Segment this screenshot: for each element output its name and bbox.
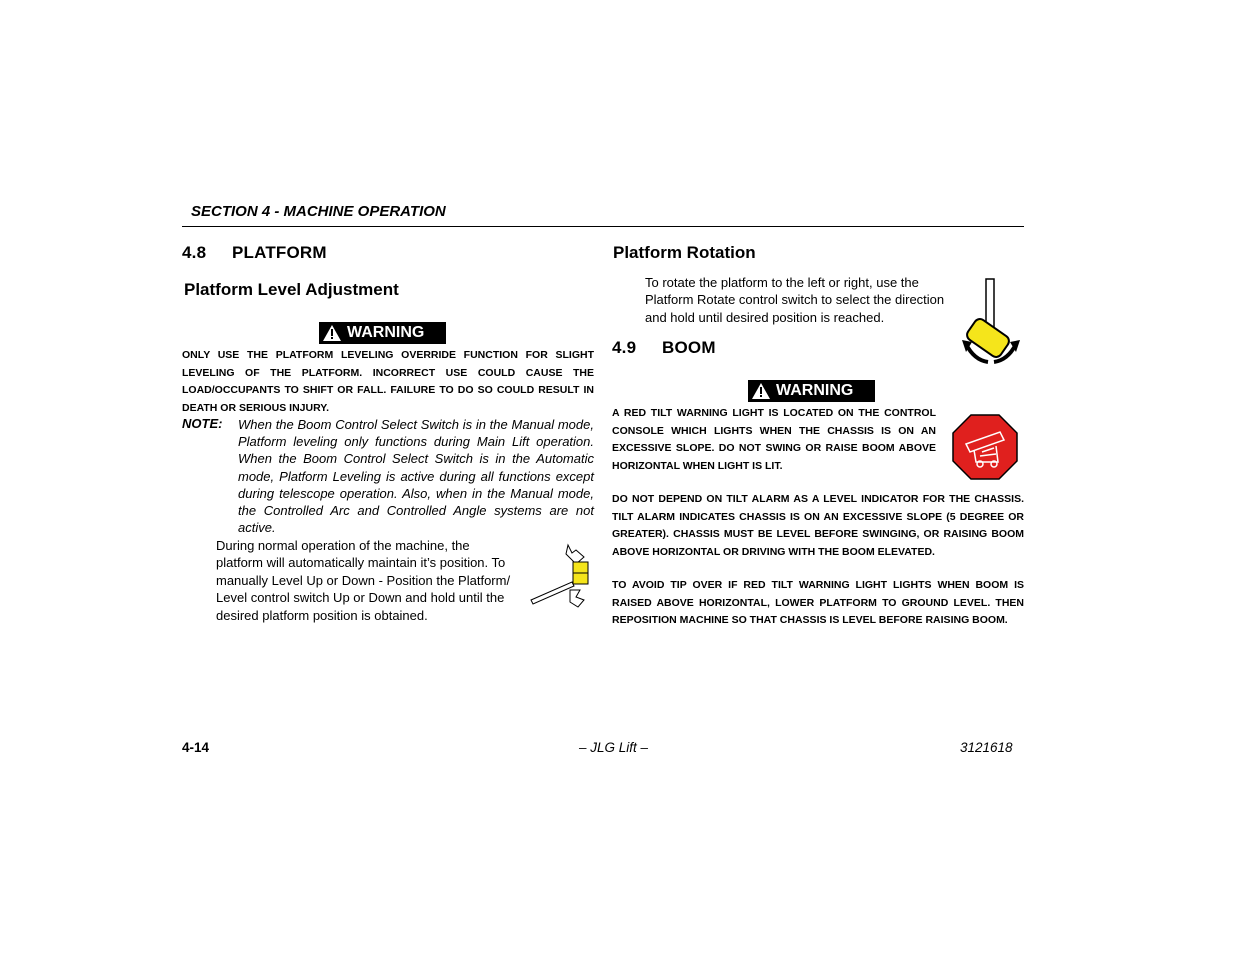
page-number: 4-14 xyxy=(182,740,210,755)
warning-triangle-icon xyxy=(752,383,770,399)
platform-level-subheading: Platform Level Adjustment xyxy=(184,280,399,299)
section-4-8-heading xyxy=(182,243,327,263)
tip-over-text: TO AVOID TIP OVER IF RED TILT WARNING LIGHT LIGHTS WHEN BOOM IS RAISED ABOVE HORIZONTAL, LOWER PLATFORM TO GROUND LEVEL. THEN REPOSITION MACHINE SO THAT CHASSIS IS LEVEL BEFORE RAISING BOOM. xyxy=(612,579,1024,626)
section-title: PLATFORM xyxy=(232,243,327,262)
rotation-text: To rotate the platform to the left or right, use the Platform Rotate control switch to select the direction and hold until desired position is reached. xyxy=(645,275,945,325)
section-number: 4.9 xyxy=(612,338,637,357)
platform-rotation-subheading: Platform Rotation xyxy=(613,243,756,262)
warning-label: WARNING xyxy=(776,382,854,399)
section-number: 4.8 xyxy=(182,243,207,262)
rotate-switch-icon xyxy=(960,276,1022,368)
warning-badge xyxy=(748,380,875,402)
tilt-alarm-text: DO NOT DEPEND ON TILT ALARM AS A LEVEL INDICATOR FOR THE CHASSIS. TILT ALARM INDICATES CHASSIS IS ON AN EXCESSIVE SLOPE (5 DEGREE OR GREATER). CHASSIS MUST BE LEVEL BEFORE SWINGING, OR RAISING BOOM ABOVE HORIZONTAL OR DRIVING WITH THE BOOM ELEVATED. xyxy=(612,493,1024,558)
warning-text: ONLY USE THE PLATFORM LEVELING OVERRIDE FUNCTION FOR SLIGHT LEVELING OF THE PLATFORM. INCORRECT USE COULD CAUSE THE LOAD/OCCUPANTS TO SHIFT OR FALL. FAILURE TO DO SO COULD RESULT IN DEATH OR SERIOUS INJURY. xyxy=(182,349,594,414)
level-switch-icon xyxy=(528,542,596,610)
tilt-warning-icon xyxy=(952,414,1018,480)
warning-label: WARNING xyxy=(347,324,425,341)
note-label: NOTE: xyxy=(182,416,223,431)
warning-badge xyxy=(319,322,446,344)
document-number: 3121618 xyxy=(960,740,1013,755)
level-adjust-text: During normal operation of the machine, the platform will automatically maintain it’s position. To manually Level Up or Down - Position the Platform/ Level control switch Up or Down and hold until the desired platform position is obtained. xyxy=(216,538,511,623)
section-title: BOOM xyxy=(662,338,716,357)
section-header: SECTION 4 - MACHINE OPERATION xyxy=(191,203,446,220)
note-text: When the Boom Control Select Switch is in the Manual mode, Platform leveling only functions during Main Lift operation. When the Boom Control Select Switch is in the Automatic mode, Platform Leveling is active during all functions except during telescope operation. Also, when in the Manual mode, the Controlled Arc and Controlled Angle systems are not active. xyxy=(238,417,594,536)
header-rule xyxy=(182,226,1024,227)
tilt-warning-text: A RED TILT WARNING LIGHT IS LOCATED ON THE CONTROL CONSOLE WHICH LIGHTS WHEN THE CHASSIS IS ON AN EXCESSIVE SLOPE. DO NOT SWING OR RAISE BOOM ABOVE HORIZONTAL WHEN LIGHT IS LIT. xyxy=(612,407,936,472)
footer-title: – JLG Lift – xyxy=(579,740,649,755)
section-4-9-heading xyxy=(612,338,716,358)
warning-triangle-icon xyxy=(323,325,341,341)
